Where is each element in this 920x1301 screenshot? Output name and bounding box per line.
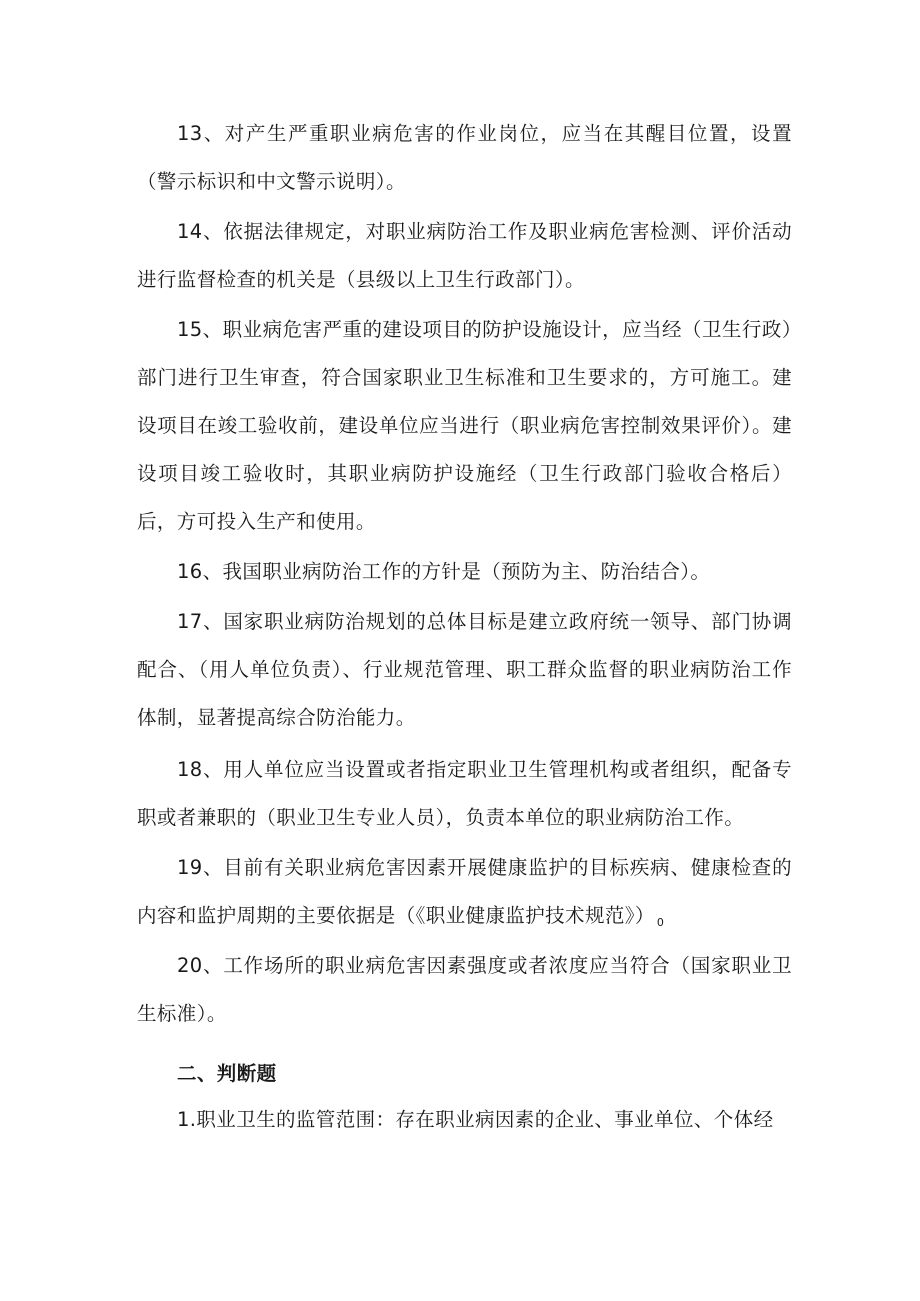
item-19-suffix: 0: [656, 916, 665, 929]
section-heading: 二、判断题: [177, 1062, 277, 1085]
item-16: 16、我国职业病防治工作的方针是（预防为主、防治结合）。: [177, 560, 711, 583]
item-20: 20、工作场所的职业病危害因素强度或者浓度应当符合（国家职业卫生标准）。: [137, 954, 792, 1025]
item-18: 18、用人单位应当设置或者指定职业卫生管理机构或者组织，配备专职或者兼职的（职业卫生专业人员），负责本单位的职业病防治工作。: [137, 758, 792, 829]
item-17: 17、国家职业病防治规划的总体目标是建立政府统一领导、部门协调配合、（用人单位负责）、行业规范管理、职工群众监督的职业病防治工作体制，显著提高综合防治能力。: [137, 610, 792, 729]
item-19: [137, 844, 792, 947]
judgement-item-1: 1.职业卫生的监管范围：存在职业病因素的企业、事业单位、个体经: [177, 1108, 774, 1131]
item-15: 15、职业病危害严重的建设项目的防护设施设计，应当经（卫生行政）部门进行卫生审查，符合国家职业卫生标准和卫生要求的，方可施工。建设项目在竣工验收前，建设单位应当进行（职业病危害控制效果评价）。建设项目竣工验收时，其职业病防护设施经（卫生行政部门验收合格后）后，方可投入生产和使用。: [137, 318, 792, 533]
item-13: 13、对产生严重职业病危害的作业岗位，应当在其醒目位置，设置（警示标识和中文警示说明）。: [137, 122, 792, 193]
item-14: 14、依据法律规定，对职业病防治工作及职业病危害检测、评价活动进行监督检查的机关是（县级以上卫生行政部门）。: [137, 220, 792, 291]
item-19-text: 19、目前有关职业病危害因素开展健康监护的目标疾病、健康检查的内容和监护周期的主要依据是（《职业健康监护技术规范》）: [137, 856, 792, 927]
